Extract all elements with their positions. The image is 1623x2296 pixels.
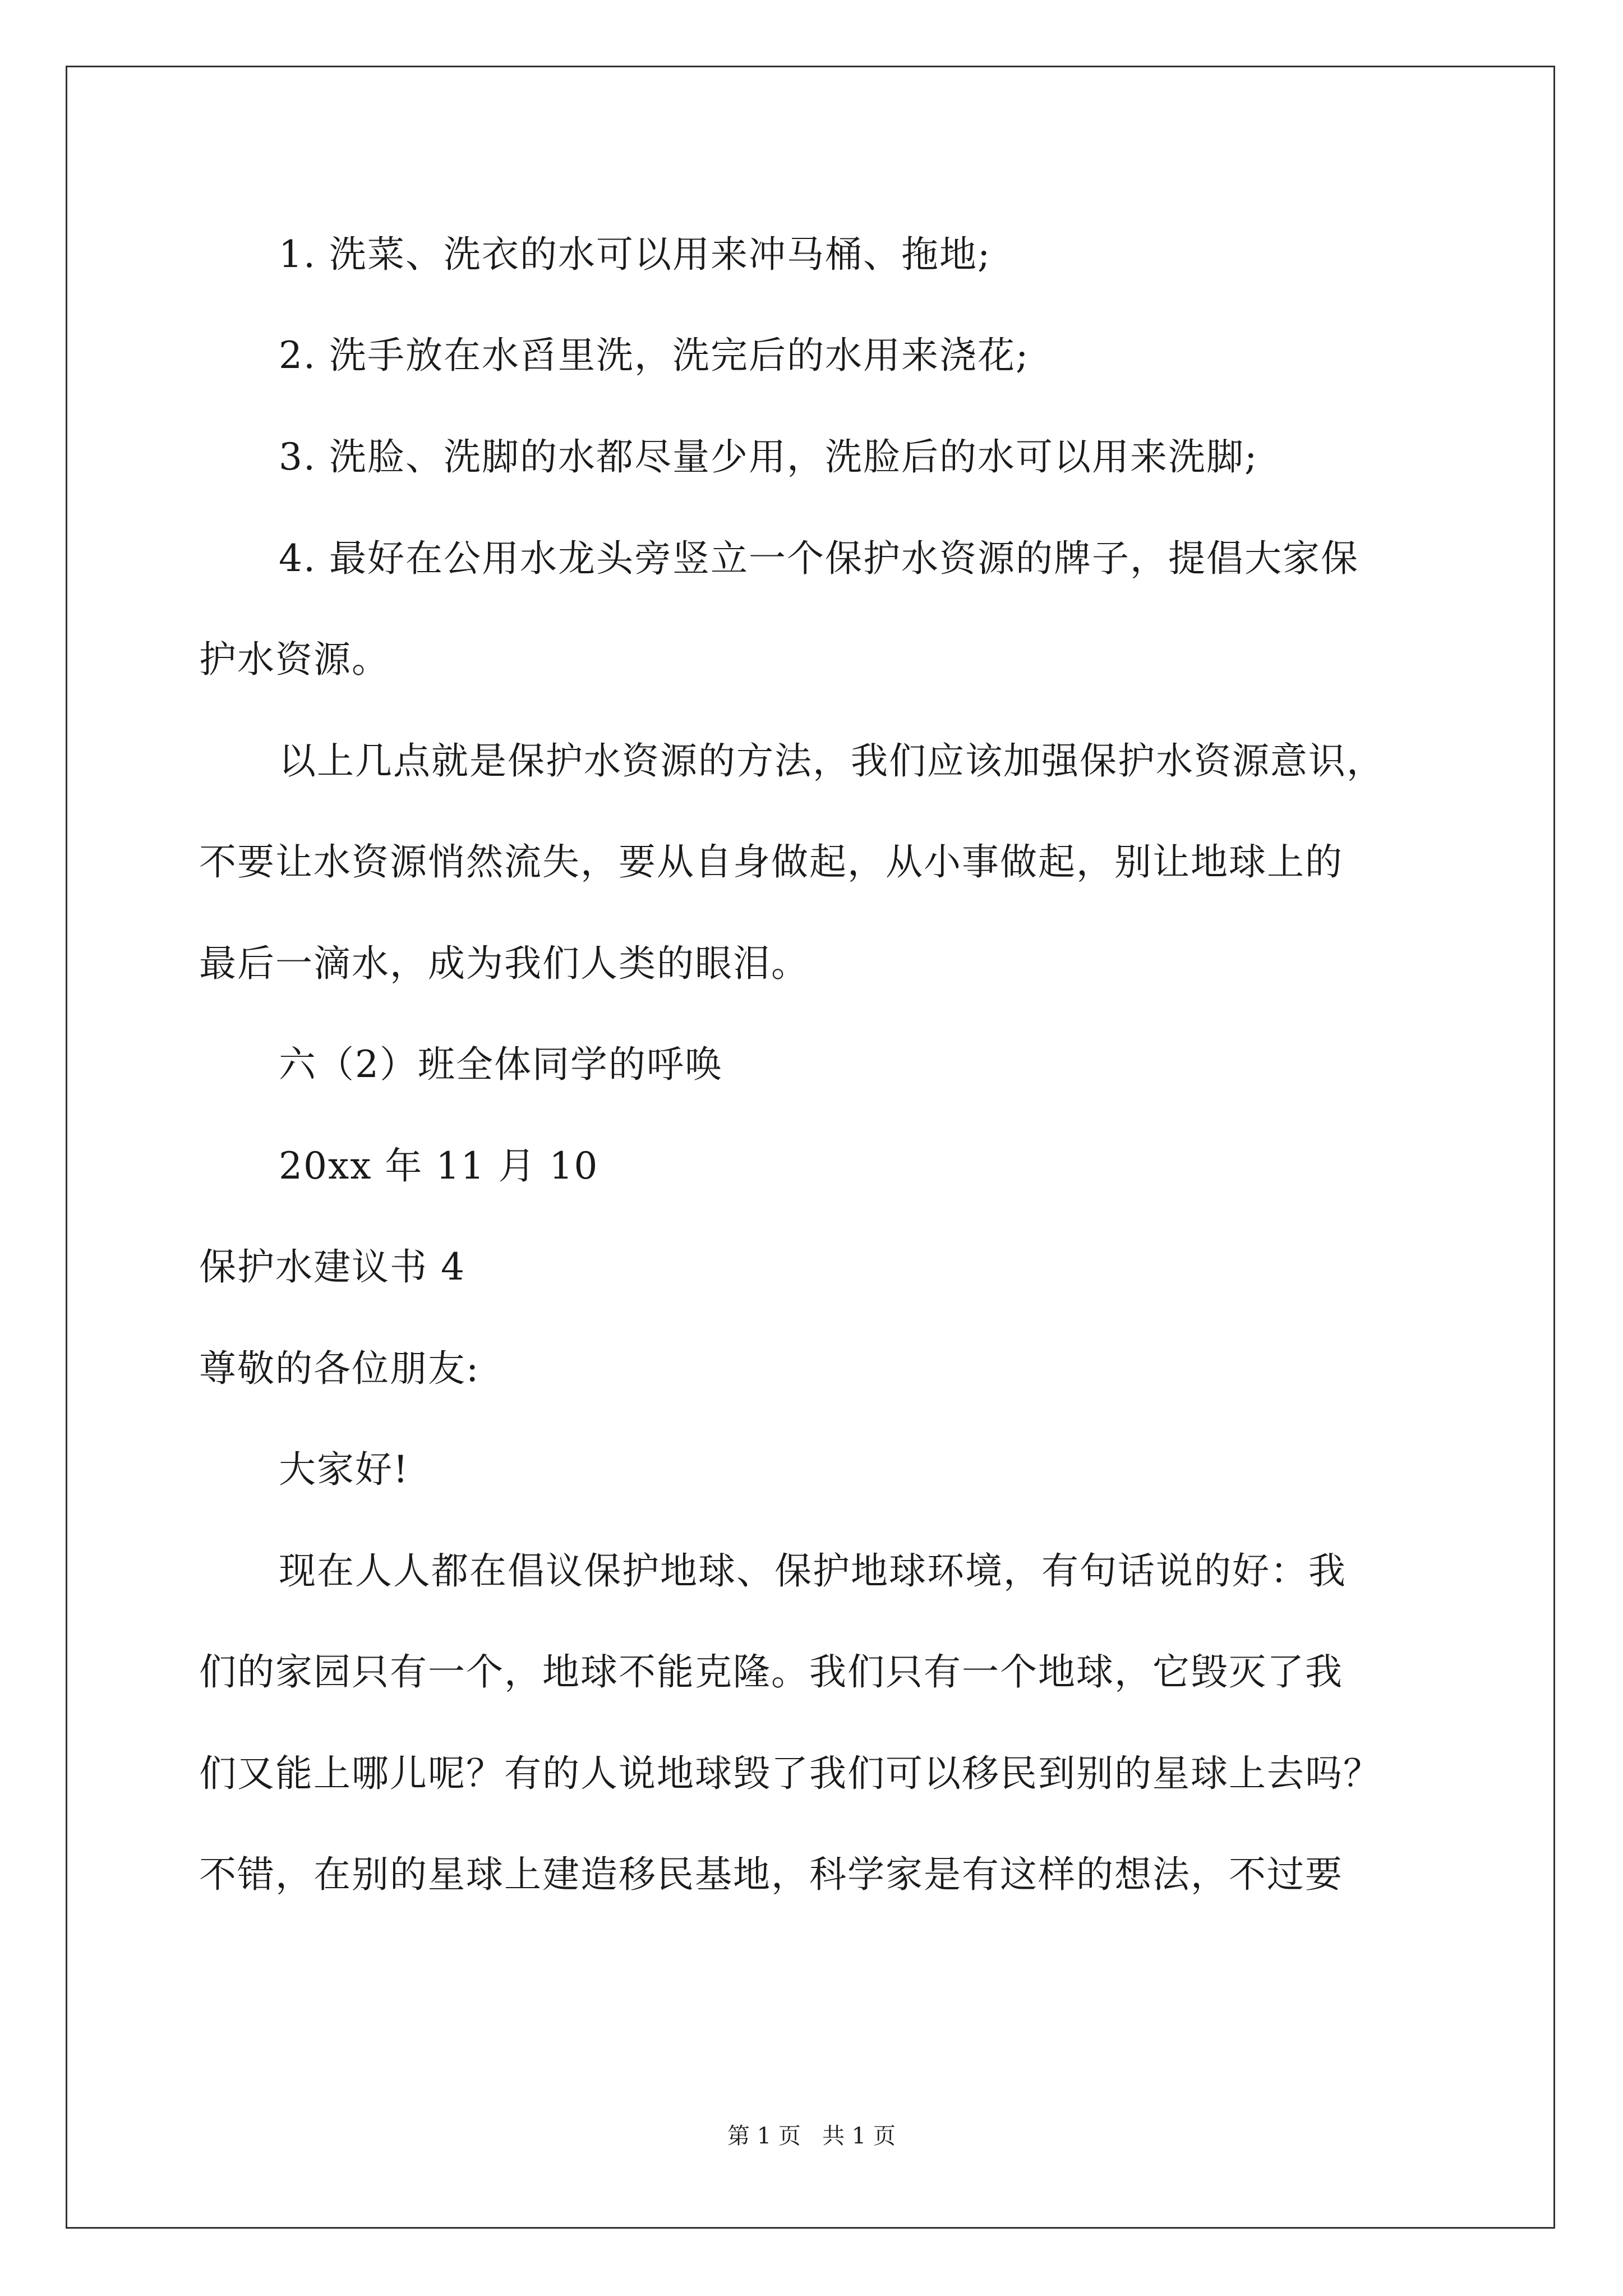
list-item-1: 1. 洗菜、洗衣的水可以用来冲马桶、拖地; bbox=[279, 233, 992, 276]
paragraph-line: 不错，在别的星球上建造移民基地，科学家是有这样的想法，不过要 bbox=[199, 1853, 1343, 1896]
signature: 六（2）班全体同学的呼唤 bbox=[279, 1043, 723, 1086]
paragraph-line: 最后一滴水，成为我们人类的眼泪。 bbox=[199, 942, 809, 985]
paragraph-line: 们又能上哪儿呢？有的人说地球毁了我们可以移民到别的星球上去吗？ bbox=[199, 1752, 1381, 1795]
salutation: 尊敬的各位朋友: bbox=[199, 1347, 480, 1390]
list-item-4-continued: 护水资源。 bbox=[199, 638, 390, 681]
paragraph-line: 们的家园只有一个，地球不能克隆。我们只有一个地球，它毁灭了我 bbox=[199, 1650, 1343, 1694]
paragraph-line: 现在人人都在倡议保护地球、保护地球环境，有句话说的好：我 bbox=[279, 1549, 1347, 1593]
list-item-3: 3. 洗脸、洗脚的水都尽量少用，洗脸后的水可以用来洗脚; bbox=[279, 435, 1258, 478]
section-title: 保护水建议书 4 bbox=[199, 1245, 465, 1289]
paragraph-line: 不要让水资源悄然流失，要从自身做起，从小事做起，别让地球上的 bbox=[199, 840, 1343, 884]
list-item-2: 2. 洗手放在水舀里洗，洗完后的水用来浇花; bbox=[279, 334, 1030, 377]
list-item-4: 4. 最好在公用水龙头旁竖立一个保护水资源的牌子，提倡大家保 bbox=[279, 537, 1359, 580]
page-footer: 第 1 页 共 1 页 bbox=[727, 2123, 896, 2149]
date: 20xx 年 11 月 10 bbox=[279, 1144, 599, 1188]
greeting: 大家好! bbox=[279, 1448, 409, 1491]
paragraph-line: 以上几点就是保护水资源的方法，我们应该加强保护水资源意识， bbox=[279, 739, 1385, 783]
